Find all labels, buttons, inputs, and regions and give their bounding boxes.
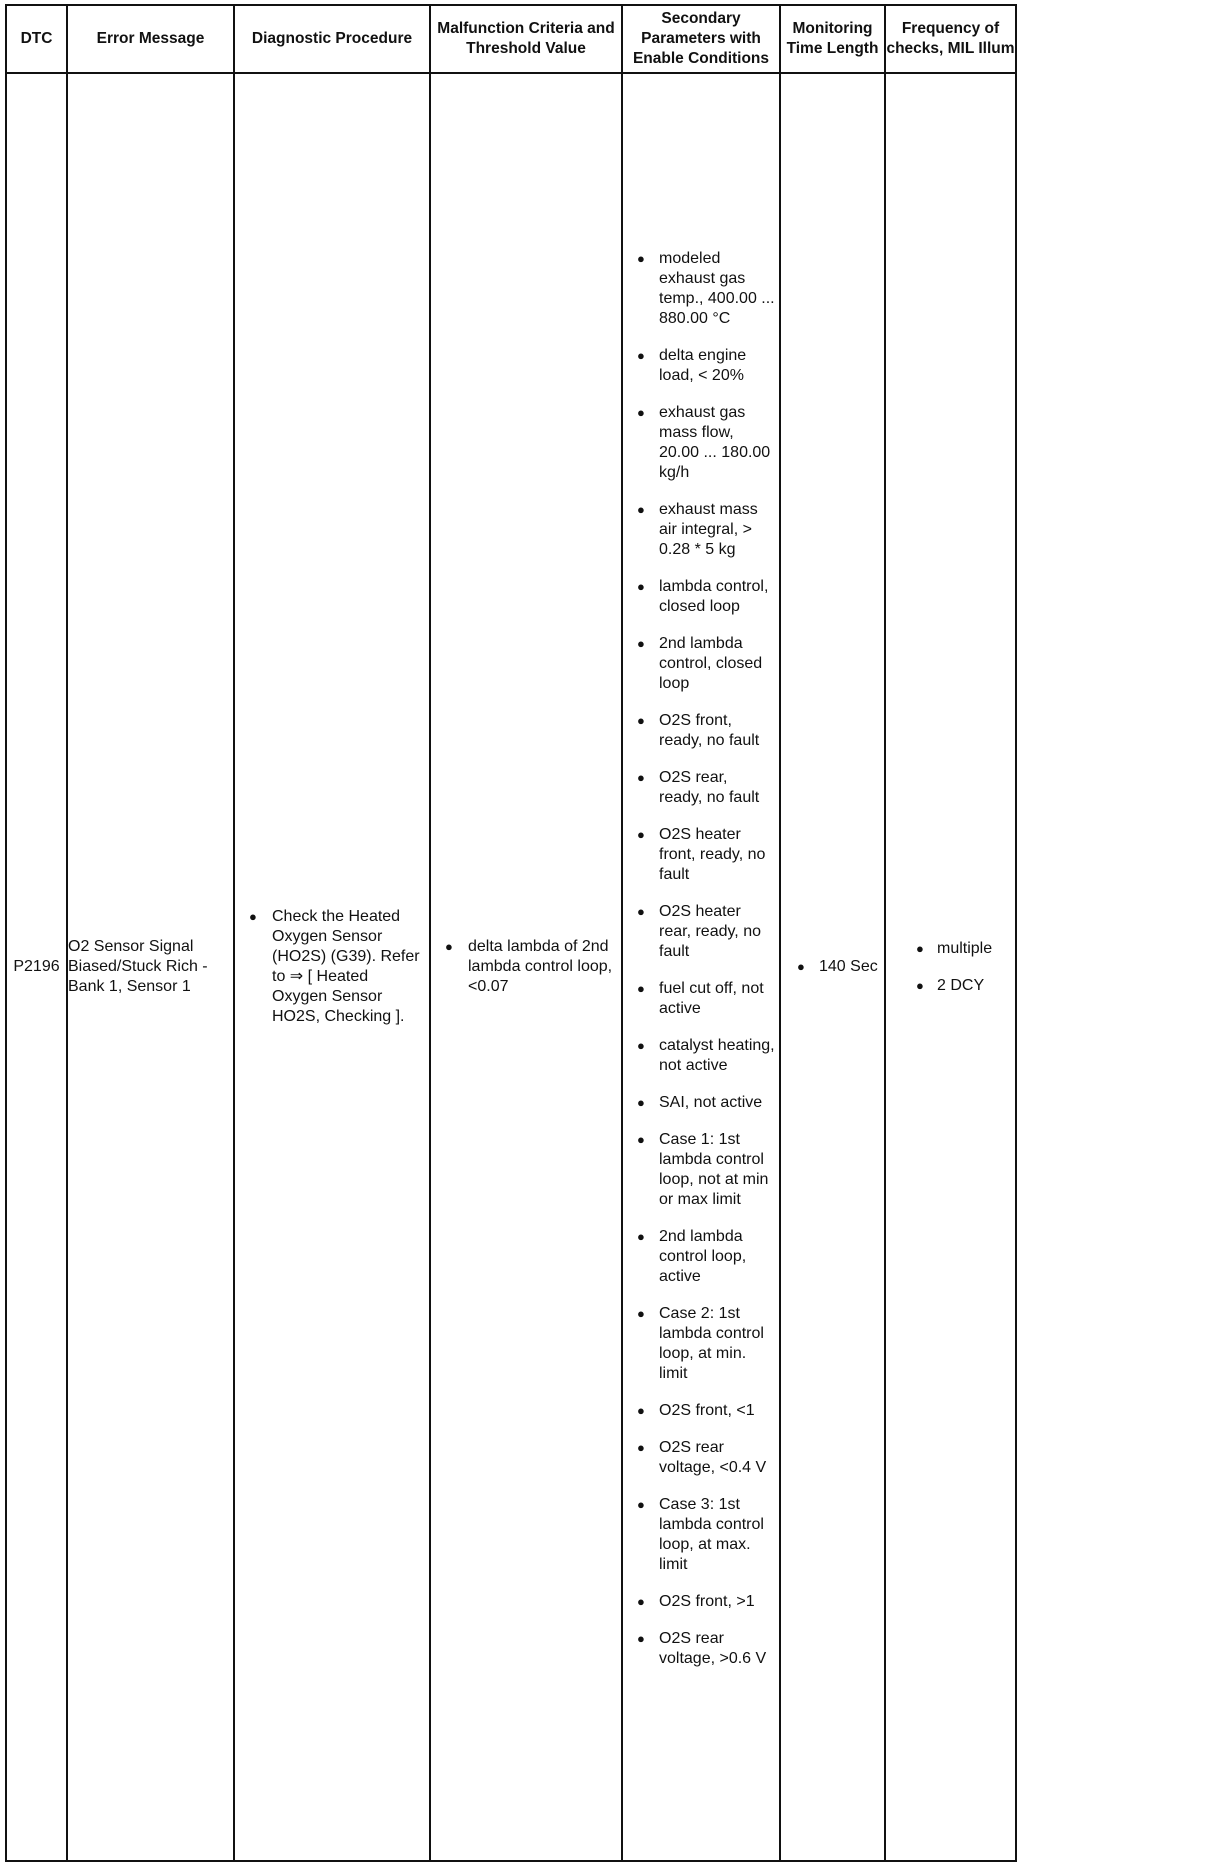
monitoring-time: ● 140 Sec	[781, 957, 884, 977]
secondary-parameter-item: ● O2S heater rear, ready, no fault	[623, 902, 779, 962]
secondary-parameter-item: ● 2nd lambda control, closed loop	[623, 634, 779, 694]
secondary-parameter-item: ● O2S rear voltage, >0.6 V	[623, 1629, 779, 1669]
secondary-parameters-cell	[622, 73, 780, 1861]
secondary-parameter-item: ● modeled exhaust gas temp., 400.00 ... 880.00 °C	[623, 249, 779, 329]
header-diagnostic-procedure: Diagnostic Procedure	[234, 5, 430, 73]
secondary-parameter-item: ● lambda control, closed loop	[623, 577, 779, 617]
secondary-parameter-item: ● O2S heater front, ready, no fault	[623, 825, 779, 885]
secondary-parameter-item: ● O2S rear, ready, no fault	[623, 768, 779, 808]
malfunction-criteria-cell	[430, 73, 622, 1861]
secondary-parameter-item: ● O2S front, ready, no fault	[623, 711, 779, 751]
secondary-parameter-item: ● 2nd lambda control loop, active	[623, 1227, 779, 1287]
secondary-parameter-item: ● Case 1: 1st lambda control loop, not at min or max limit	[623, 1130, 779, 1210]
secondary-parameter-item: ● fuel cut off, not active	[623, 979, 779, 1019]
frequency-item: ● multiple	[886, 939, 1015, 959]
dtc-code: P2196	[6, 73, 67, 1861]
header-secondary-parameters: Secondary Parameters with Enable Conditions	[622, 5, 780, 73]
header-malfunction-criteria: Malfunction Criteria and Threshold Value	[430, 5, 622, 73]
header-frequency: Frequency of checks, MIL Illum	[885, 5, 1016, 73]
header-dtc: DTC	[6, 5, 67, 73]
secondary-parameter-item: ● SAI, not active	[623, 1093, 779, 1113]
malfunction-criteria: ● delta lambda of 2nd lambda control loop, <0.07	[431, 937, 621, 997]
table-row	[6, 73, 1016, 1861]
secondary-parameter-item: ● O2S rear voltage, <0.4 V	[623, 1438, 779, 1478]
frequency-item: ● 2 DCY	[886, 976, 1015, 996]
error-message: O2 Sensor Signal Biased/Stuck Rich - Bank 1, Sensor 1	[67, 73, 234, 1861]
diagnostic-procedure-cell	[234, 73, 430, 1861]
header-row	[6, 5, 1016, 73]
dtc-table	[5, 4, 1017, 1862]
diagnostic-procedure: ● Check the Heated Oxygen Sensor (HO2S) (G39). Refer to ⇒ [ Heated Oxygen Sensor HO2S, Checking ].	[235, 907, 429, 1027]
secondary-parameter-item: ● Case 2: 1st lambda control loop, at min. limit	[623, 1304, 779, 1384]
secondary-parameters-list	[623, 249, 779, 1669]
secondary-parameter-item: ● Case 3: 1st lambda control loop, at max. limit	[623, 1495, 779, 1575]
secondary-parameter-item: ● O2S front, <1	[623, 1401, 779, 1421]
secondary-parameter-item: ● catalyst heating, not active	[623, 1036, 779, 1076]
secondary-parameter-item: ● exhaust mass air integral, > 0.28 * 5 kg	[623, 500, 779, 560]
header-error-message: Error Message	[67, 5, 234, 73]
secondary-parameter-item: ● delta engine load, < 20%	[623, 346, 779, 386]
frequency-list	[886, 939, 1015, 996]
monitoring-time-cell	[780, 73, 885, 1861]
header-monitoring-time: Monitoring Time Length	[780, 5, 885, 73]
secondary-parameter-item: ● exhaust gas mass flow, 20.00 ... 180.00 kg/h	[623, 403, 779, 483]
secondary-parameter-item: ● O2S front, >1	[623, 1592, 779, 1612]
frequency-cell	[885, 73, 1016, 1861]
